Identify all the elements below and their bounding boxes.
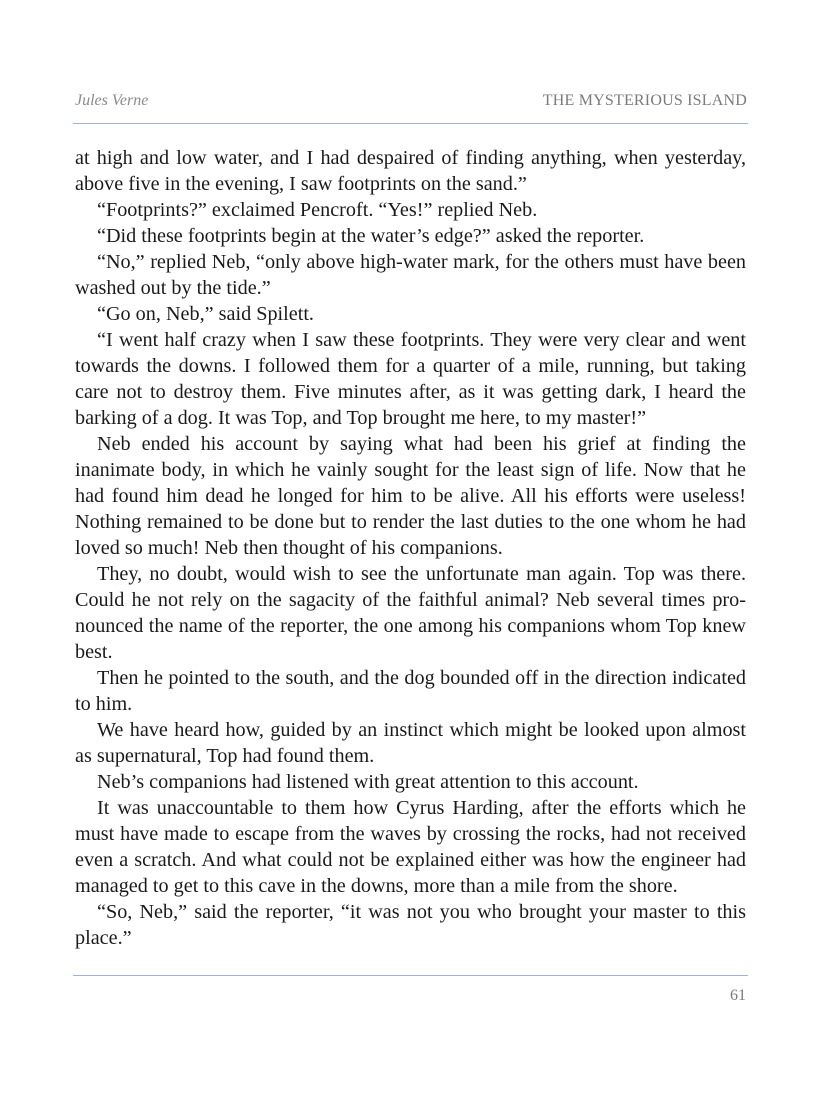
page-header [75,92,747,116]
paragraph: “Footprints?” exclaimed Pencroft. “Yes!” replied Neb. [97,199,538,221]
paragraph: “No,” replied Neb, “only above high-water mark, for the others must have been washed out by the tide.” [75,251,746,299]
paragraph: Neb ended his account by saying what had been his grief at finding the inanimate body, in which he vainly sought for the least sign of life. Now that he had found him dead he longed for him to be alive. All his efforts were useless! Nothing remained to be done but to render the last duties to the one whom he had loved so much! Neb then thought of his companions. [75,433,746,559]
paragraph: “I went half crazy when I saw these footprints. They were very clear and went towards the downs. I followed them for a quarter of a mile, running, but taking care not to destroy them. Five minutes after, as it was getting dark, I heard the barking of a dog. It was Top, and Top brought me here, to my master!” [75,329,746,429]
paragraph: at high and low water, and I had despaired of finding anything, when yesterday, above five in the evening, I saw footprints on the sand.” [75,147,746,195]
body-text [75,145,746,951]
paragraph: We have heard how, guided by an instinct which might be looked upon almost as supernatural, Top had found them. [75,719,746,767]
paragraph: They, no doubt, would wish to see the unfortunate man again. Top was there. Could he not rely on the sagacity of the faithful animal? Neb several times pronounced the name of the reporter, the one among his companions whom Top knew best. [75,563,746,663]
paragraph: It was unaccountable to them how Cyrus Harding, after the efforts which he must have made to escape from the waves by crossing the rocks, had not received even a scratch. And what could not be explained either was how the engineer had managed to get to this cave in the downs, more than a mile from the shore. [75,797,746,897]
page-number: 61 [730,987,746,1004]
paragraph: “So, Neb,” said the reporter, “it was not you who brought your master to this place.” [75,901,746,949]
paragraph: “Go on, Neb,” said Spilett. [97,303,314,325]
paragraph: “Did these footprints begin at the water’s edge?” asked the reporter. [97,225,645,247]
running-head-author: Jules Verne [75,92,149,109]
paragraph: Neb’s companions had listened with great attention to this account. [97,771,639,793]
paragraph: Then he pointed to the south, and the dog bounded off in the direction indicated to him. [75,667,746,715]
header-divider [73,123,748,124]
running-head-title: THE MYSTERIOUS ISLAND [542,92,747,109]
footer-divider [73,975,748,976]
